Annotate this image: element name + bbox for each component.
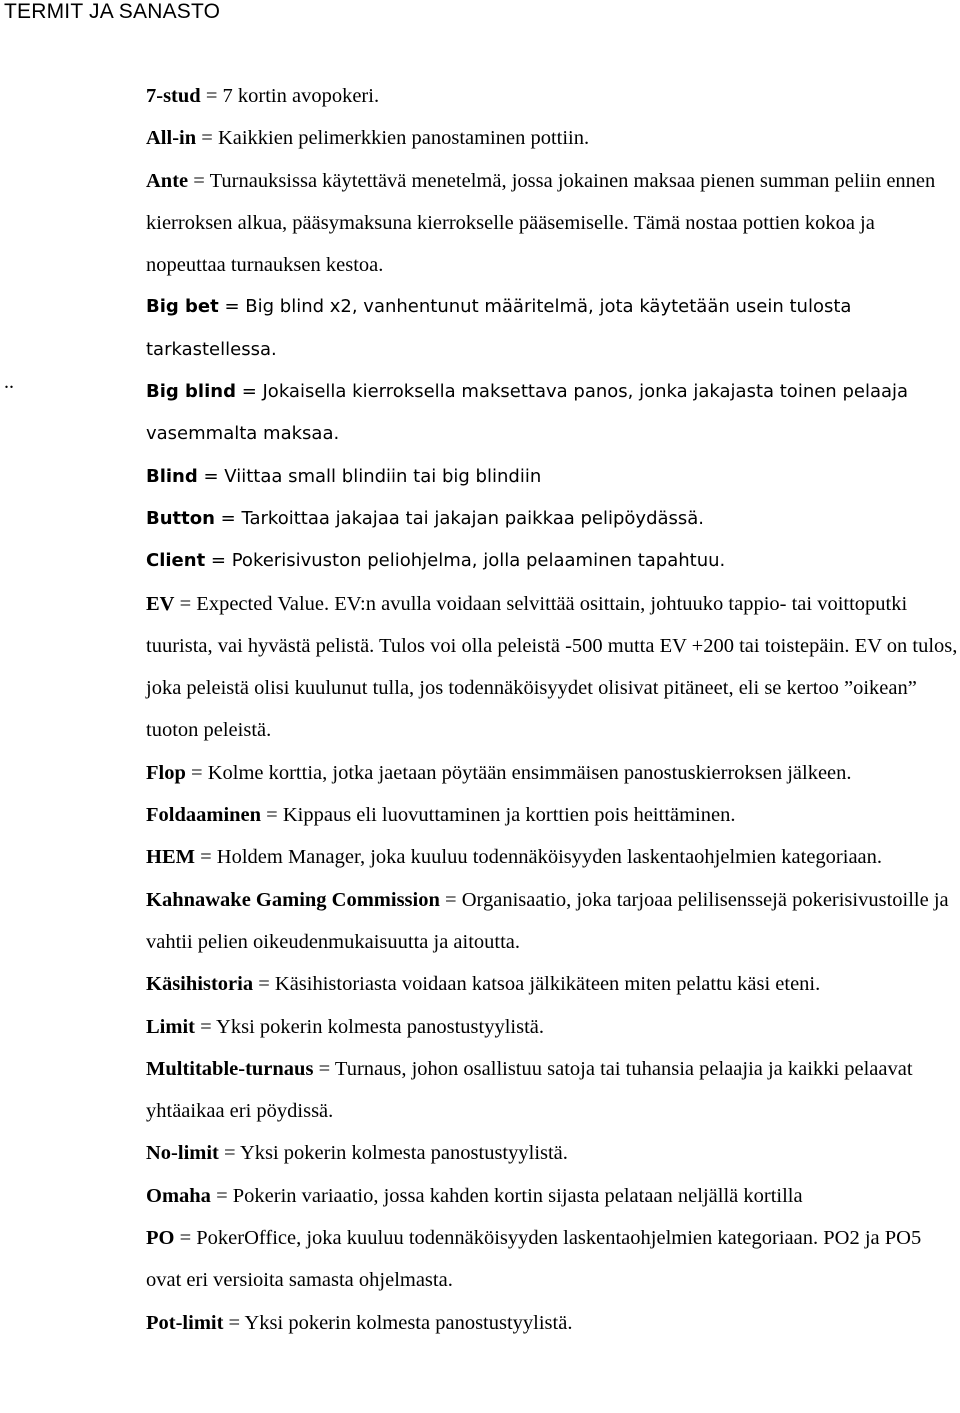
glossary-definition: Kippaus eli luovuttaminen ja korttien pois heittäminen. [282,804,736,827]
glossary-term: EV [146,592,175,615]
glossary-term: Multitable-turnaus [146,1057,314,1080]
glossary-term: Big blind [146,381,236,403]
glossary-separator: = [185,761,208,784]
glossary-term: Pot-limit [146,1311,224,1334]
glossary-separator: = [253,973,275,996]
glossary-term: Omaha [146,1184,211,1207]
glossary-entry-pot-limit [146,1302,958,1344]
glossary-term: Kahnawake Gaming Commission [146,888,440,911]
glossary-term: Client [146,550,206,572]
glossary-separator: = [218,296,246,318]
glossary-separator: = [313,1057,335,1080]
glossary-entry-kasihistoria [146,963,958,1005]
glossary-definition: Turnauksissa käytettävä menetelmä, jossa jokainen maksaa pienen summan peliin ennen kierroksen alkua, pääsymaksuna kierrokselle pääsemiselle. Tämä nostaa pottien kokoa ja nopeuttaa turnauksen kestoa. [146,169,936,277]
glossary-term: Blind [146,465,198,487]
glossary-entry-limit [146,1006,958,1048]
glossary-separator: = [194,846,217,869]
glossary-separator: = [261,804,283,827]
glossary-definition: Turnaus, johon osallistuu satoja tai tuhansia pelaajia ja kaikki pelaavat yhtäaikaa eri pöydissä. [146,1057,913,1123]
glossary-term: Foldaaminen [146,804,262,827]
glossary-separator: = [188,169,210,192]
glossary-definition: 7 kortin avopokeri. [222,85,380,107]
glossary-entry-foldaaminen [146,794,958,836]
glossary-term: PO [146,1227,175,1250]
glossary-separator: = [235,381,263,403]
glossary-separator: = [205,550,232,572]
glossary-definition: Holdem Manager, joka kuuluu todennäköisyyden laskentaohjelmien kategoriaan. [216,846,883,869]
glossary-term: Flop [146,761,186,784]
margin-mark: .. [4,371,14,393]
glossary-separator: = [197,465,225,487]
glossary-entry-7-stud [146,75,958,117]
glossary-definition: Viittaa small blindiin tai big blindiin [224,465,542,487]
glossary-term: 7-stud [146,85,201,107]
glossary-definition: Käsihistoriasta voidaan katsoa jälkikäteen miten pelattu käsi eteni. [274,973,821,996]
glossary-definition: Pokerisivuston peliohjelma, jolla pelaaminen tapahtuu. [231,550,726,572]
glossary-separator: = [194,1015,217,1038]
glossary-term: All-in [146,127,197,150]
glossary-definition: Tarkoittaa jakajaa tai jakajan paikkaa pelipöydässä. [241,507,705,529]
glossary-definition: Expected Value. EV:n avulla voidaan selvittää osittain, johtuuko tappio- tai voittoputki tuurista, vai hyvästä pelistä. Tulos voi olla peleistä -500 mutta EV +200 tai toistepäin. EV on tulos, joka peleistä olisi kuulunut tulla, jos todennäköisyydet olisivat pitäneet, eli se kertoo ”oikean” tuoton peleistä. [146,592,958,742]
glossary-entry-no-limit [146,1132,958,1174]
glossary-separator: = [223,1311,245,1334]
glossary-term: Limit [146,1015,195,1038]
glossary-entry-button [146,498,958,540]
glossary-separator: = [174,1227,197,1250]
glossary-entry-big-blind [146,371,958,456]
glossary-separator: = [218,1142,240,1165]
glossary-definition: Yksi pokerin kolmesta panostustyylistä. [239,1142,568,1165]
glossary-entry-kahnawake-gaming-commission [146,879,958,964]
page-heading: TERMIT JA SANASTO [4,0,221,23]
glossary-entry-hem [146,836,958,878]
glossary-definition: Pokerin variaatio, jossa kahden kortin sijasta pelataan neljällä kortilla [232,1184,803,1207]
glossary-entry-ev [146,583,958,752]
glossary-definition: Kaikkien pelimerkkien panostaminen pottiin. [217,127,590,150]
glossary-entry-blind [146,456,958,498]
glossary-definition: Big blind x2, vanhentunut määritelmä, jota käytetään usein tulosta tarkastellessa. [146,296,852,360]
glossary-definition: Yksi pokerin kolmesta panostustyylistä. [244,1311,573,1334]
glossary-entry-all-in [146,117,958,159]
glossary-definition: PokerOffice, joka kuuluu todennäköisyyden laskentaohjelmien kategoriaan. PO2 ja PO5 ovat eri versioita samasta ohjelmasta. [146,1227,922,1292]
glossary-entry-flop [146,752,958,794]
glossary-definition: Organisaatio, joka tarjoaa pelilisenssejä pokerisivustoille ja vahtii pelien oikeudenmukaisuutta ja aitoutta. [146,888,949,953]
glossary-definition: Jokaisella kierroksella maksettava panos, jonka jakajasta toinen pelaaja vasemmalta maksaa. [146,381,909,445]
glossary-entry-omaha [146,1175,958,1217]
glossary-entry-po [146,1217,958,1302]
glossary-separator: = [214,507,242,529]
glossary-term: Button [146,507,215,529]
glossary-term: No-limit [146,1142,219,1165]
glossary-separator: = [439,888,462,911]
glossary-term: Käsihistoria [146,973,254,996]
glossary-term: Big bet [146,296,219,318]
glossary-entry-big-bet [146,286,958,371]
glossary-separator: = [210,1184,233,1207]
glossary-list [146,75,958,1344]
glossary-separator: = [196,127,218,150]
glossary-term: Ante [146,169,189,192]
glossary-definition: Kolme korttia, jotka jaetaan pöytään ensimmäisen panostuskierroksen jälkeen. [207,761,852,784]
glossary-definition: Yksi pokerin kolmesta panostustyylistä. [216,1015,545,1038]
glossary-separator: = [174,592,197,615]
glossary-entry-client [146,540,958,582]
glossary-entry-multitable-turnaus [146,1048,958,1133]
glossary-separator: = [200,85,223,107]
glossary-term: HEM [146,846,195,869]
glossary-entry-ante [146,160,958,287]
